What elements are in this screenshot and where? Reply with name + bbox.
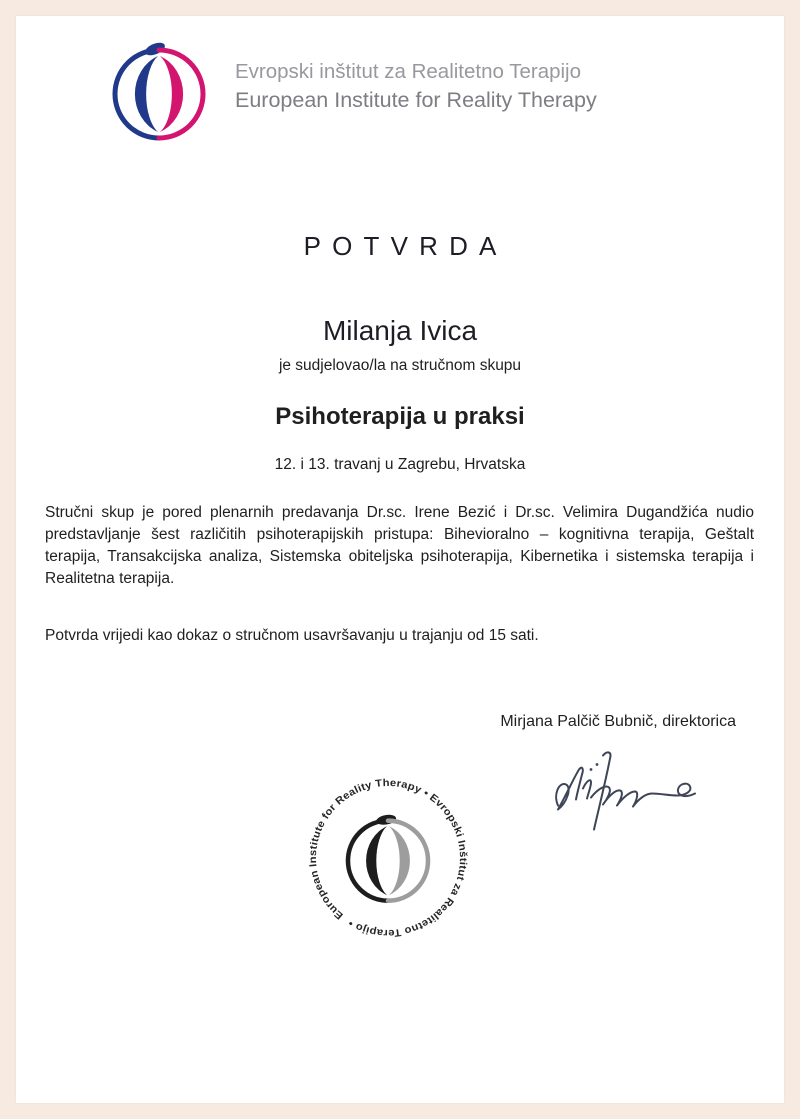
signatory-name: Mirjana Palčič Bubnič, direktorica (500, 713, 736, 730)
validity-statement: Potvrda vrijedi kao dokaz o stručnom usavršavanju u trajanju od 15 sati. (45, 627, 539, 644)
institute-logo-icon (109, 40, 209, 144)
event-description: Stručni skup je pored plenarnih predavanja Dr.sc. Irene Bezić i Dr.sc. Velimira Dugandžića nudio predstavljanje šest različitih psihoterapijskih pristupa: Bihevioralno – kognitivna terapija, Geštalt terapija, Transakcijska analiza, Sistemska obiteljska psihoterapija, Kibernetika i sistemska terapija i Realitetna terapija. (45, 504, 754, 587)
signature-stroke (583, 780, 591, 798)
institute-names (235, 58, 597, 114)
stamp-logo-icon (348, 813, 428, 900)
certificate-page (16, 16, 784, 1103)
event-title: Psihoterapija u praksi (275, 403, 525, 430)
signature-dot (596, 763, 599, 766)
stamp-ring-text: European Institute for Reality Therapy • Evropski Inštitut za Realitetno Terapijo • (307, 777, 469, 939)
certificate-title: POTVRDA (303, 231, 508, 261)
signature-stroke (591, 784, 695, 807)
event-date-location: 12. i 13. travanj u Zagrebu, Hrvatska (274, 456, 526, 473)
institute-name-slovenian: Evropski inštitut za Realitetno Terapijo (235, 60, 582, 83)
handwritten-signature (546, 747, 701, 833)
institute-name-english: European Institute for Reality Therapy (235, 88, 597, 112)
logo-left-body (135, 56, 158, 132)
recipient-name: Milanja Ivica (322, 315, 478, 346)
stamp-logo-left-body (366, 826, 387, 895)
participation-line: je sudjelovao/la na stručnom skupu (278, 357, 522, 374)
stamp-logo-right-body (389, 826, 410, 895)
signature-dot (590, 768, 593, 771)
signature-stroke (556, 768, 583, 810)
logo-right-body (160, 56, 183, 132)
institute-stamp (298, 768, 478, 948)
